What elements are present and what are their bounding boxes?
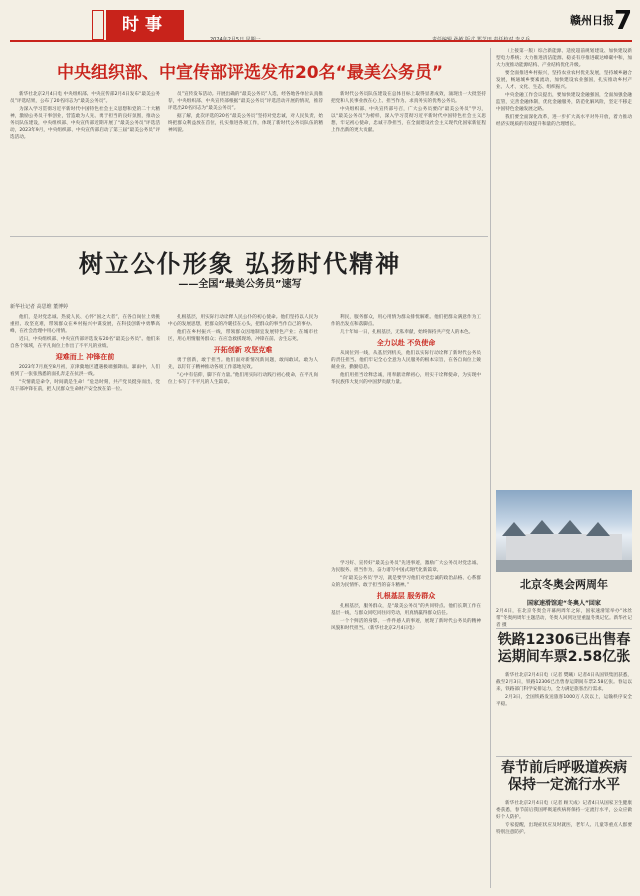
feature-paragraph: 几十年如一日，扎根基层，无私奉献，始终保持共产党人的本色。	[340, 330, 474, 335]
railway-headline: 铁路12306已出售春运期间车票2.58亿张	[497, 632, 631, 665]
lead-paragraph: 新时代公务员队伍建设在总体目标上取得显著成效，涌现出一大批坚持把党和人民事业放在心上、担当作为、求真务实的优秀公务员。	[331, 92, 486, 104]
feature-column-2	[168, 314, 318, 387]
lead-paragraph: 员”宣传发布活动。开展出确的“最美公务员”人选，经各地各单位认真推荐，中央组织部、中央宣传部根据“最美公务员”评选活动开展的情况，推荐评选出20名同志为“最美公务员”。	[168, 92, 323, 111]
photo-description: 2月4日，在北京冬奥会开幕两周年之际，国家速滑馆举办“冰丝带”冬奥两周年主题活动，冬奥人回到这里重温冬奥记忆。新华社记者 摄	[496, 609, 632, 628]
feature-section-heading: 开拓创新 攻坚克难	[213, 346, 273, 354]
lead-column-1	[10, 91, 160, 142]
newspaper-logo: 赣州日报	[570, 14, 614, 27]
photo-roof	[558, 520, 582, 534]
feature-paragraph: 近日，中央组织部、中央宣传部评选发布20名“最美公务员”。他们来自各个领域，在平凡岗位上作出了不平凡的业绩。	[10, 337, 160, 349]
feature-paragraph: “向‘最美公务员’学习，就是要学习他们对党忠诚的政治品格、心系群众的为民情怀、敢于担当的奋斗精神。”	[331, 576, 481, 588]
feature-paragraph: 学习好、宣传好“最美公务员”先进事迹，激励广大公务员对党忠诚、为民服务、担当作为，奋力谱写中国式现代化新篇章。	[331, 561, 481, 573]
section-tag-mark	[92, 10, 104, 40]
feature-section-heading: 迎难而上 冲锋在前	[55, 353, 115, 361]
feature-headline: 树立公仆形象 弘扬时代精神	[78, 249, 402, 278]
lead-column-3	[331, 91, 486, 135]
feature-column-1	[10, 314, 160, 394]
section-tag: 时事	[106, 10, 184, 40]
feature-paragraph: 他们用担当诠释忠诚，用奉献诠释初心，用实干诠释使命，为实现中华民族伟大复兴的中国梦贡献力量。	[331, 373, 481, 385]
lead-paragraph: 为深入学习贯彻习近平新时代中国特色社会主义思想和党的二十大精神，激励公务员干事创业，营造敢为人先、勇于担当的良好氛围，推动公务员队伍建设，中央组织部、中央宣传部近期开展了“最美公务员”评选活动，2023年9月，中央组织部、中央宣传部启动了第三届“最美公务员”评选活动。	[10, 107, 160, 140]
article-paragraph: 中央金融工作会议提出，要加快建设金融强国，全面加强金融监管，完善金融体制，优化金融服务，防范化解风险，坚定不移走中国特色金融发展之路。	[496, 93, 632, 112]
photo-caption-block	[496, 600, 632, 629]
health-headline: 春节前后呼吸道疾病保持一定流行水平	[501, 760, 627, 793]
railway-article	[496, 672, 632, 709]
section-divider	[10, 236, 488, 237]
column-divider	[490, 48, 491, 888]
feature-paragraph: “灾情就是命令，时间就是生命！”危急时刻，共产党员挺身而出，党员干部冲锋在前，把人民群众生命财产安全放在第一位。	[10, 380, 160, 392]
page-header	[10, 6, 632, 40]
photo-roof	[530, 520, 554, 534]
feature-subheadline: ——全国“最美公务员”速写	[178, 279, 302, 290]
photo-roof	[586, 522, 610, 536]
feature-byline: 新华社记者 高思维 董博婷	[10, 304, 69, 310]
photo-headline: 北京冬奥会两周年	[520, 578, 608, 591]
feature-section-heading: 扎根基层 服务群众	[376, 592, 436, 600]
feature-paragraph: 利民，服务群众，用心用情为群众排忧解难。他们把群众满意作为工作的出发点和落脚点。	[331, 315, 481, 327]
article-paragraph: 我们要全面深化改革，进一步扩大高水平对外开放，着力推动经济实现质的有效提升和量的合理增长。	[496, 115, 632, 127]
feature-section-heading: 全力以赴 不负使命	[376, 339, 436, 347]
article-paragraph: 专家提醒，出现症状应及时就医，老年人、儿童等重点人群要特别注意防护。	[496, 823, 632, 835]
header-divider	[10, 40, 632, 42]
feature-paragraph: 扎根基层，服务群众，是“最美公务员”的共同特点。他们长期工作在基层一线，与群众同吃同住同劳动，用真情赢得群众信任。	[331, 604, 481, 616]
photo-caption: 国家速滑馆迎“冬奥人”回家	[527, 600, 601, 607]
feature-paragraph: 2023年7月底至8月初，京津冀地区遭遇极端强降雨。暴雨中，人们看到了一张张熟悉的面孔奔走在抗洪一线。	[10, 365, 160, 377]
right-lead-article	[496, 48, 632, 129]
feature-column-4	[331, 560, 481, 633]
article-paragraph: （上接第一版）综合新能源、适度超前规划建设、加快建设新型电力系统；大力推进清洁能源、稳妥有序推进碳达峰碳中和，加大力度推动能源结构、产业结构优化升级。	[496, 49, 632, 68]
photo-building	[506, 534, 622, 560]
lead-paragraph: 新华社北京2月4日电 中央组织部、中央宣传部2月4日发布“最美公务员”评选结果，公布了20名同志为“最美公务员”。	[10, 92, 160, 104]
feature-paragraph: 他们在乡村振兴一线，带领群众因地制宜发展特色产业；在城市社区，用心用情服务群众；在应急救援现场，冲锋在前、舍生忘死。	[168, 330, 318, 342]
photo-roof	[502, 522, 526, 536]
article-divider	[496, 628, 632, 629]
feature-paragraph: 从岗位到一线，从基层到机关，他们以实际行动诠释了新时代公务员的责任担当。他们牢记全心全意为人民服务的根本宗旨，在各自岗位上兢兢业业、勤勤恳恳。	[331, 351, 481, 370]
health-article	[496, 800, 632, 837]
feature-paragraph: “心中有信仰，脚下有力量。”他们用实际行动践行初心使命，在平凡岗位上书写了不平凡的人生篇章。	[168, 373, 318, 385]
feature-column-3	[331, 314, 481, 387]
article-paragraph: 新华社北京2月4日电（记者 樊曦）记者4日从国铁集团获悉，截至2月3日，铁路12306已出售春运期间车票2.58亿张。春运以来，铁路部门科学安排运力，全力满足旅客出行需求。	[496, 673, 632, 692]
feature-paragraph: 一个个鲜活的身影，一件件感人的事迹，展现了新时代公务员的精神风貌和时代担当。（新华社北京2月4日电）	[331, 619, 481, 631]
feature-paragraph: 勇于创新，敢于担当。他们面对新情况新问题，敢闯敢试、敢为人先，以钉钉子精神推动各项工作落地见效。	[168, 358, 318, 370]
lead-headline: 中央组织部、中宣传部评选发布20名“最美公务员”	[56, 63, 443, 83]
lead-paragraph: 据了解，此次评选的20名“最美公务员”坚持对党忠诚，对人民负责，始终把群众利益放在首位，扎实推进各项工作，体现了新时代公务员队伍的精神风貌。	[168, 114, 323, 133]
photo-ground	[496, 560, 632, 572]
lead-column-2	[168, 91, 323, 135]
article-paragraph: 要全面推进乡村振兴，坚持农业农村优先发展，坚持城乡融合发展，畅通城乡要素流动，加快建设农业强国，扎实推动乡村产业、人才、文化、生态、组织振兴。	[496, 71, 632, 90]
article-paragraph: 2月3日，全国铁路发送旅客1000万人次以上，运输秩序安全平稳。	[496, 695, 632, 707]
article-divider	[496, 756, 632, 757]
article-paragraph: 新华社北京2月4日电（记者 顾天成）记者4日从国家卫生健康委获悉，春节前后我国呼吸道疾病将保持一定流行水平，公众应做好个人防护。	[496, 801, 632, 820]
feature-paragraph: 他们，是对党忠诚、热爱人民、心怀“国之大者”，在各自岗位上勇挑重担、攻坚克难，带领群众在乡村振兴中谋发展，在科技创新中勇攀高峰，在社会治理中用心用情。	[10, 315, 160, 334]
lead-paragraph: 中央组织部、中央宣传部号召，广大公务员要向“最美公务员”学习，以“最美公务员”为榜样，深入学习贯彻习近平新时代中国特色社会主义思想，牢记初心使命，忠诚干净担当，在全面建设社会主义现代化国家新征程上作出新的更大贡献。	[331, 107, 486, 133]
speed-skating-oval-photo	[496, 490, 632, 572]
feature-paragraph: 扎根基层，用实际行动诠释人民公仆的初心使命。他们坚持以人民为中心的发展思想，把群众的冷暖挂在心头，把群众的事当作自己的事办。	[168, 315, 318, 327]
page-number: 7	[614, 6, 633, 36]
